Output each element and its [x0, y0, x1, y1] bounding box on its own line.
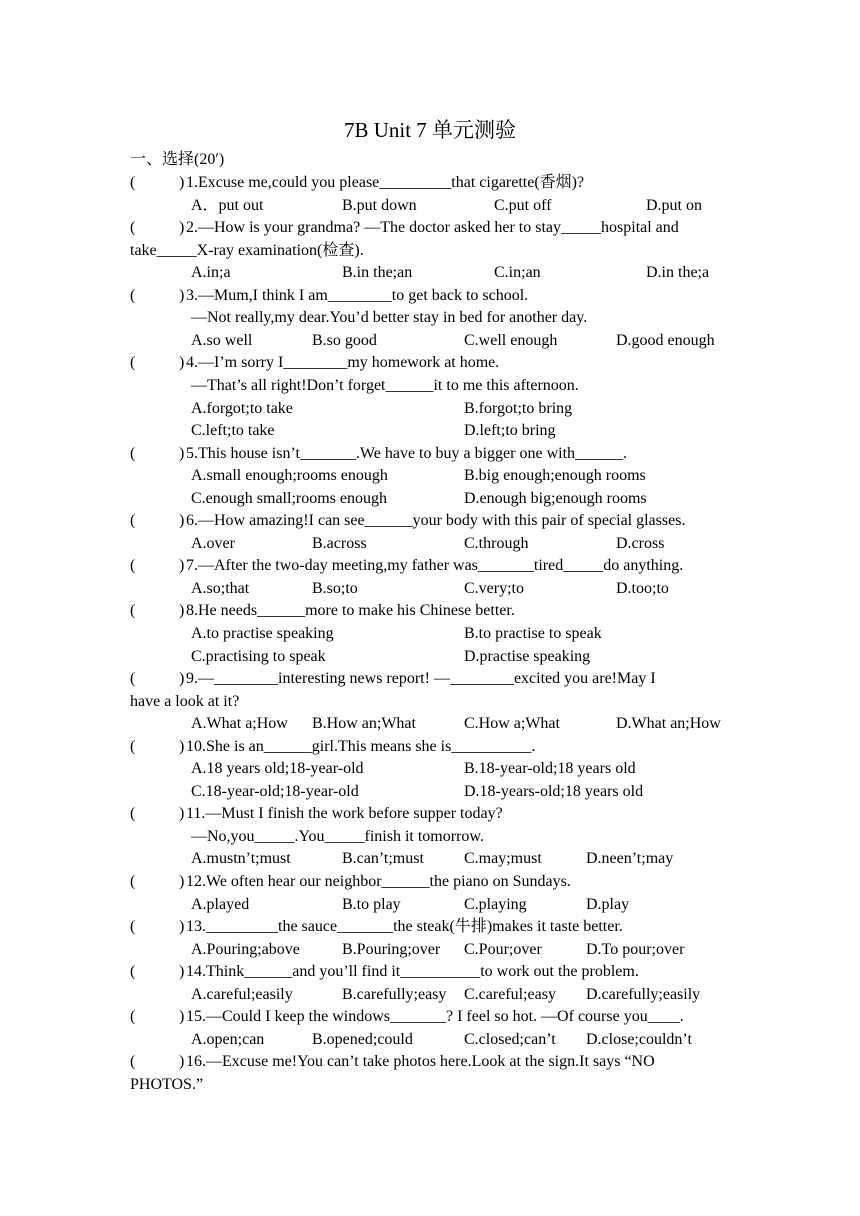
option-choice: A.careful;easily	[191, 986, 293, 1003]
answer-paren-close: )	[179, 918, 185, 935]
option-choice: C.left;to take	[191, 422, 275, 439]
option-choice: B.so;to	[312, 580, 358, 597]
option-choice: B.How an;What	[312, 715, 416, 732]
answer-paren-open: (	[130, 805, 136, 822]
answer-paren-close: )	[179, 219, 185, 236]
options-row	[0, 984, 760, 1006]
answer-paren-close: )	[179, 873, 185, 890]
answer-paren-close: )	[179, 602, 185, 619]
option-choice: A．put out	[191, 197, 264, 214]
option-choice: C.very;to	[464, 580, 524, 597]
option-choice: B.can’t;must	[342, 850, 424, 867]
answer-paren-close: )	[179, 738, 185, 755]
question-row	[130, 871, 730, 893]
option-choice: A.open;can	[191, 1031, 265, 1048]
option-choice: D.put on	[646, 197, 702, 214]
option-choice: D.in the;a	[646, 264, 710, 281]
answer-paren-open: (	[130, 354, 136, 371]
option-choice: B.opened;could	[312, 1031, 413, 1048]
question-text: 4.—I’m sorry I________my homework at home.	[186, 354, 500, 371]
options-row	[0, 420, 760, 442]
option-choice: A.small enough;rooms enough	[191, 467, 388, 484]
option-choice: C.careful;easy	[464, 986, 556, 1003]
options-row	[0, 578, 760, 600]
page-title: 7B Unit 7 单元测验	[343, 118, 517, 142]
options-row	[0, 939, 760, 961]
question-row	[130, 172, 730, 194]
option-choice: D.carefully;easily	[586, 986, 701, 1003]
dialogue-line: —No,you_____.You_____finish it tomorrow.	[191, 828, 484, 845]
question-row	[130, 1051, 730, 1073]
question-text: 1.Excuse me,could you please_________that cigarette(香烟)?	[186, 174, 585, 191]
option-choice: B.put down	[342, 197, 417, 214]
option-choice: C.practising to speak	[191, 648, 326, 665]
option-choice: A.18 years old;18-year-old	[191, 760, 364, 777]
option-choice: C.18-year-old;18-year-old	[191, 783, 359, 800]
options-row	[0, 330, 760, 352]
question-text: 14.Think______and you’ll find it__________to work out the problem.	[186, 963, 639, 980]
options-row	[0, 398, 760, 420]
options-row	[0, 894, 760, 916]
question-text: 7.—After the two-day meeting,my father was_______tired_____do anything.	[186, 557, 684, 574]
question-text: 5.This house isn’t_______.We have to buy a bigger one with______.	[186, 445, 628, 462]
options-row	[0, 533, 760, 555]
option-choice: B.Pouring;over	[342, 941, 441, 958]
answer-paren-open: (	[130, 174, 136, 191]
options-row	[0, 623, 760, 645]
answer-paren-open: (	[130, 918, 136, 935]
option-choice: A.in;a	[191, 264, 231, 281]
option-choice: A.over	[191, 535, 235, 552]
question-row	[130, 443, 730, 465]
question-text: 16.—Excuse me!You can’t take photos here.Look at the sign.It says “NO	[186, 1053, 655, 1070]
option-choice: B.18-year-old;18 years old	[464, 760, 636, 777]
question-row	[130, 1006, 730, 1028]
answer-paren-close: )	[179, 557, 185, 574]
question-row	[130, 961, 730, 983]
option-choice: D.What an;How	[616, 715, 721, 732]
question-text: 8.He needs______more to make his Chinese better.	[186, 602, 515, 619]
options-row	[0, 758, 760, 780]
question-row	[130, 217, 730, 239]
question-row	[130, 916, 730, 938]
answer-paren-open: (	[130, 738, 136, 755]
option-choice: C.How a;What	[464, 715, 560, 732]
option-choice: D.left;to bring	[464, 422, 556, 439]
answer-paren-close: )	[179, 512, 185, 529]
answer-paren-close: )	[179, 1053, 185, 1070]
option-choice: C.enough small;rooms enough	[191, 490, 387, 507]
question-row	[130, 510, 730, 532]
answer-paren-close: )	[179, 963, 185, 980]
option-choice: B.across	[312, 535, 367, 552]
answer-paren-close: )	[179, 287, 185, 304]
dialogue-line: —Not really,my dear.You’d better stay in bed for another day.	[191, 309, 588, 326]
options-row	[0, 848, 760, 870]
question-text: 9.—________interesting news report! —________excited you are!May I	[186, 670, 656, 687]
question-text: 6.—How amazing!I can see______your body with this pair of special glasses.	[186, 512, 686, 529]
options-row	[0, 195, 760, 217]
answer-paren-open: (	[130, 963, 136, 980]
question-continuation: have a look at it?	[130, 693, 240, 710]
options-row	[0, 646, 760, 668]
option-choice: A.so;that	[191, 580, 250, 597]
option-choice: D.play	[586, 896, 630, 913]
question-row	[130, 668, 730, 690]
option-choice: A.to practise speaking	[191, 625, 334, 642]
question-text: 10.She is an______girl.This means she is__________.	[186, 738, 536, 755]
question-text: 15.—Could I keep the windows_______? I feel so hot. —Of course you____.	[186, 1008, 684, 1025]
answer-paren-open: (	[130, 602, 136, 619]
option-choice: C.Pour;over	[464, 941, 542, 958]
option-choice: A.Pouring;above	[191, 941, 300, 958]
answer-paren-close: )	[179, 445, 185, 462]
option-choice: D.enough big;enough rooms	[464, 490, 647, 507]
section-heading: 一、选择(20′)	[130, 151, 225, 168]
answer-paren-open: (	[130, 219, 136, 236]
answer-paren-close: )	[179, 805, 185, 822]
answer-paren-close: )	[179, 174, 185, 191]
option-choice: D.neen’t;may	[586, 850, 674, 867]
option-choice: C.in;an	[494, 264, 541, 281]
option-choice: B.so good	[312, 332, 377, 349]
answer-paren-open: (	[130, 445, 136, 462]
answer-paren-open: (	[130, 873, 136, 890]
dialogue-line: —That’s all right!Don’t forget______it to me this afternoon.	[191, 377, 579, 394]
option-choice: B.to practise to speak	[464, 625, 602, 642]
answer-paren-open: (	[130, 1008, 136, 1025]
option-choice: D.cross	[616, 535, 665, 552]
answer-paren-open: (	[130, 512, 136, 529]
question-row	[130, 736, 730, 758]
question-row	[130, 285, 730, 307]
question-continuation: take_____X-ray examination(检查).	[130, 242, 364, 259]
question-row	[130, 803, 730, 825]
answer-paren-open: (	[130, 287, 136, 304]
options-row	[0, 465, 760, 487]
question-text: 11.—Must I finish the work before supper today?	[186, 805, 503, 822]
option-choice: A.played	[191, 896, 250, 913]
options-row	[0, 713, 760, 735]
option-choice: C.playing	[464, 896, 527, 913]
option-choice: D.good enough	[616, 332, 715, 349]
option-choice: B.carefully;easy	[342, 986, 447, 1003]
answer-paren-close: )	[179, 354, 185, 371]
question-text: 13._________the sauce_______the steak(牛排)makes it taste better.	[186, 918, 623, 935]
question-row	[130, 600, 730, 622]
question-text: 2.—How is your grandma? —The doctor asked her to stay_____hospital and	[186, 219, 679, 236]
option-choice: D.18-years-old;18 years old	[464, 783, 644, 800]
question-text: 12.We often hear our neighbor______the piano on Sundays.	[186, 873, 571, 890]
question-continuation: PHOTOS.”	[130, 1076, 204, 1093]
option-choice: B.forgot;to bring	[464, 400, 573, 417]
options-row	[0, 488, 760, 510]
answer-paren-open: (	[130, 557, 136, 574]
option-choice: D.To pour;over	[586, 941, 685, 958]
option-choice: B.to play	[342, 896, 401, 913]
option-choice: B.big enough;enough rooms	[464, 467, 646, 484]
question-row	[130, 555, 730, 577]
options-row	[0, 1029, 760, 1051]
question-row	[130, 352, 730, 374]
option-choice: A.mustn’t;must	[191, 850, 291, 867]
option-choice: B.in the;an	[342, 264, 413, 281]
option-choice: C.put off	[494, 197, 552, 214]
options-row	[0, 262, 760, 284]
answer-paren-close: )	[179, 1008, 185, 1025]
answer-paren-open: (	[130, 670, 136, 687]
option-choice: A.What a;How	[191, 715, 288, 732]
option-choice: C.may;must	[464, 850, 542, 867]
answer-paren-open: (	[130, 1053, 136, 1070]
answer-paren-close: )	[179, 670, 185, 687]
option-choice: D.practise speaking	[464, 648, 591, 665]
option-choice: D.too;to	[616, 580, 669, 597]
option-choice: C.closed;can’t	[464, 1031, 556, 1048]
options-row	[0, 781, 760, 803]
option-choice: A.forgot;to take	[191, 400, 293, 417]
option-choice: C.through	[464, 535, 529, 552]
question-text: 3.—Mum,I think I am________to get back to school.	[186, 287, 529, 304]
option-choice: D.close;couldn’t	[586, 1031, 692, 1048]
option-choice: C.well enough	[464, 332, 558, 349]
option-choice: A.so well	[191, 332, 253, 349]
